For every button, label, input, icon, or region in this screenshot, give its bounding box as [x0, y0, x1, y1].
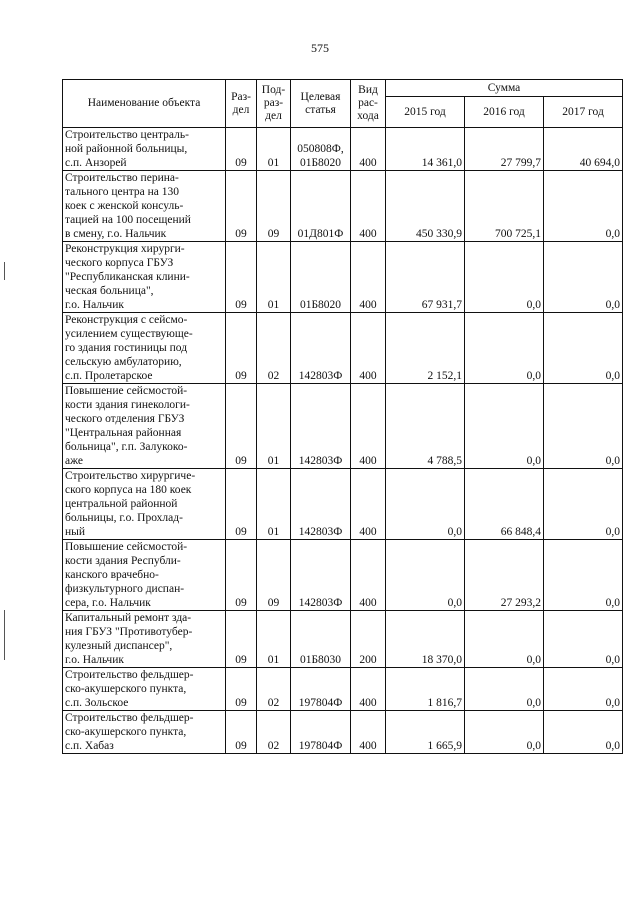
expense-type: 400	[351, 668, 386, 711]
object-name: Капитальный ремонт зда- ния ГБУЗ "Противотубер- кулезный диспансер", г.о. Нальчик	[63, 611, 226, 668]
header-expense: Вид рас- хода	[351, 80, 386, 128]
expense-type: 400	[351, 313, 386, 384]
subsection-code: 02	[257, 668, 291, 711]
subsection-code: 01	[257, 611, 291, 668]
sum-2017: 0,0	[544, 540, 623, 611]
section-code: 09	[226, 540, 257, 611]
target-article: 01Д801Ф	[291, 171, 351, 242]
subsection-code: 01	[257, 469, 291, 540]
section-code: 09	[226, 242, 257, 313]
scan-edge-mark	[4, 262, 5, 280]
sum-2015: 450 330,9	[386, 171, 465, 242]
header-name: Наименование объекта	[63, 80, 226, 128]
subsection-code: 02	[257, 711, 291, 754]
sum-2016: 0,0	[465, 611, 544, 668]
target-article: 01Б8030	[291, 611, 351, 668]
sum-2017: 0,0	[544, 711, 623, 754]
budget-table	[62, 79, 623, 754]
object-name: Реконструкция хирурги- ческого корпуса ГБУЗ "Республиканская клини- ческая больница", г.о. Нальчик	[63, 242, 226, 313]
sum-2016: 0,0	[465, 668, 544, 711]
sum-2015: 18 370,0	[386, 611, 465, 668]
section-code: 09	[226, 384, 257, 469]
sum-2015: 1 665,9	[386, 711, 465, 754]
section-code: 09	[226, 313, 257, 384]
table-row	[63, 242, 623, 313]
table-row	[63, 313, 623, 384]
header-2017: 2017 год	[544, 97, 623, 128]
section-code: 09	[226, 469, 257, 540]
subsection-code: 01	[257, 242, 291, 313]
target-article: 142803Ф	[291, 384, 351, 469]
object-name: Повышение сейсмостой- кости здания Республи- канского врачебно- физкультурного диспан- сера, г.о. Нальчик	[63, 540, 226, 611]
expense-type: 400	[351, 469, 386, 540]
sum-2017: 0,0	[544, 611, 623, 668]
section-code: 09	[226, 668, 257, 711]
sum-2017: 0,0	[544, 668, 623, 711]
object-name: Строительство централь- ной районной больницы, с.п. Анзорей	[63, 128, 226, 171]
sum-2017: 0,0	[544, 313, 623, 384]
sum-2015: 4 788,5	[386, 384, 465, 469]
target-article: 197804Ф	[291, 711, 351, 754]
target-article: 142803Ф	[291, 313, 351, 384]
header-subsection: Под- раз- дел	[257, 80, 291, 128]
sum-2016: 66 848,4	[465, 469, 544, 540]
target-article: 197804Ф	[291, 668, 351, 711]
sum-2017: 0,0	[544, 469, 623, 540]
object-name: Повышение сейсмостой- кости здания гинекологи- ческого отделения ГБУЗ "Центральная районная больница", г.п. Залукоко- аже	[63, 384, 226, 469]
sum-2016: 0,0	[465, 313, 544, 384]
section-code: 09	[226, 611, 257, 668]
header-section: Раз- дел	[226, 80, 257, 128]
section-code: 09	[226, 128, 257, 171]
sum-2016: 0,0	[465, 242, 544, 313]
target-article: 142803Ф	[291, 469, 351, 540]
sum-2017: 40 694,0	[544, 128, 623, 171]
subsection-code: 09	[257, 171, 291, 242]
sum-2016: 0,0	[465, 384, 544, 469]
object-name: Строительство фельдшер- ско-акушерского пункта, с.п. Хабаз	[63, 711, 226, 754]
section-code: 09	[226, 711, 257, 754]
sum-2015: 0,0	[386, 469, 465, 540]
subsection-code: 02	[257, 313, 291, 384]
header-2016: 2016 год	[465, 97, 544, 128]
header-sum: Сумма	[386, 80, 623, 97]
target-article: 142803Ф	[291, 540, 351, 611]
table-row	[63, 128, 623, 171]
sum-2016: 27 799,7	[465, 128, 544, 171]
object-name: Реконструкция с сейсмо- усилением существующе- го здания гостиницы под сельскую амбулаторию, с.п. Пролетарское	[63, 313, 226, 384]
sum-2015: 2 152,1	[386, 313, 465, 384]
page-number: 575	[311, 41, 329, 55]
header-2015: 2015 год	[386, 97, 465, 128]
expense-type: 200	[351, 611, 386, 668]
table-row	[63, 171, 623, 242]
expense-type: 400	[351, 711, 386, 754]
object-name: Строительство хирургиче- ского корпуса на 180 коек центральной районной больницы, г.о. Прохлад- ный	[63, 469, 226, 540]
object-name: Строительство фельдшер- ско-акушерского пункта, с.п. Зольское	[63, 668, 226, 711]
table-row	[63, 384, 623, 469]
sum-2015: 0,0	[386, 540, 465, 611]
subsection-code: 09	[257, 540, 291, 611]
subsection-code: 01	[257, 384, 291, 469]
target-article: 01Б8020	[291, 242, 351, 313]
scan-edge-mark	[4, 610, 5, 660]
target-article: 050808Ф, 01Б8020	[291, 128, 351, 171]
sum-2015: 14 361,0	[386, 128, 465, 171]
sum-2016: 27 293,2	[465, 540, 544, 611]
sum-2017: 0,0	[544, 242, 623, 313]
table-row	[63, 611, 623, 668]
expense-type: 400	[351, 384, 386, 469]
expense-type: 400	[351, 242, 386, 313]
expense-type: 400	[351, 171, 386, 242]
header-target: Целевая статья	[291, 80, 351, 128]
table-row	[63, 469, 623, 540]
object-name: Строительство перина- тального центра на 130 коек с женской консуль- тацией на 100 посещений в смену, г.о. Нальчик	[63, 171, 226, 242]
sum-2017: 0,0	[544, 384, 623, 469]
table-row	[63, 540, 623, 611]
sum-2015: 67 931,7	[386, 242, 465, 313]
expense-type: 400	[351, 540, 386, 611]
subsection-code: 01	[257, 128, 291, 171]
sum-2016: 700 725,1	[465, 171, 544, 242]
expense-type: 400	[351, 128, 386, 171]
table-row	[63, 711, 623, 754]
table-row	[63, 668, 623, 711]
sum-2015: 1 816,7	[386, 668, 465, 711]
section-code: 09	[226, 171, 257, 242]
sum-2016: 0,0	[465, 711, 544, 754]
sum-2017: 0,0	[544, 171, 623, 242]
